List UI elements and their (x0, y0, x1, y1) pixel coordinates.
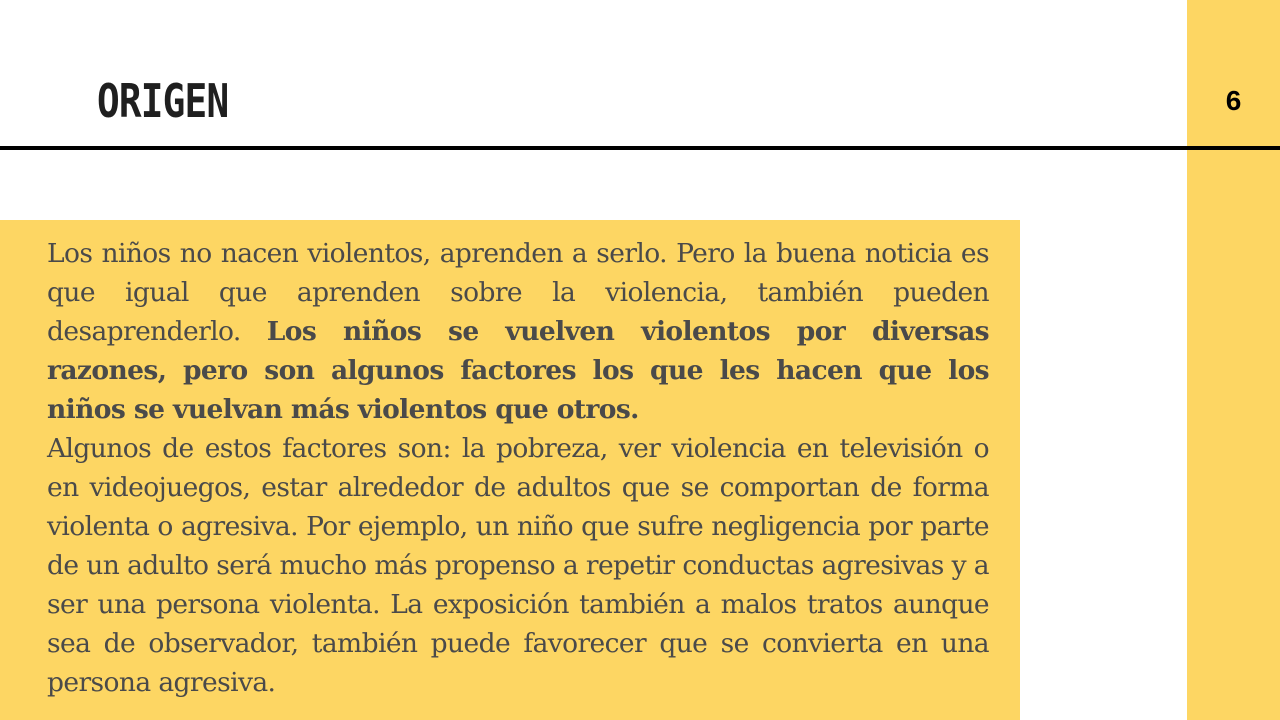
slide-title: ORIGEN (97, 74, 229, 128)
page-number: 6 (1225, 85, 1242, 116)
paragraph-highlight: Los niños se vuelven violentos por diversas razones, pero son algunos factores los que les hacen que los niños se vuelvan más violentos que otros. (47, 316, 989, 425)
paragraph-factors: Algunos de estos factores son: la pobreza, ver violencia en televisión o en videojuegos, estar alrededor de adultos que se comportan de forma violenta o agresiva. Por ejemplo, un niño que sufre negligencia por parte de un adulto será mucho más propenso a repetir conductas agresivas y a ser una persona violenta. La exposición también a malos tratos aunque sea de observador, también puede favorecer que se convierta en una persona agresiva. (47, 433, 989, 698)
body-text (47, 234, 989, 702)
paragraph-intro: Los niños no nacen violentos, aprenden a serlo. Pero la buena noticia es que igual que aprenden sobre la violencia, también pueden desaprenderlo. (47, 238, 989, 347)
title-divider (0, 146, 1280, 150)
